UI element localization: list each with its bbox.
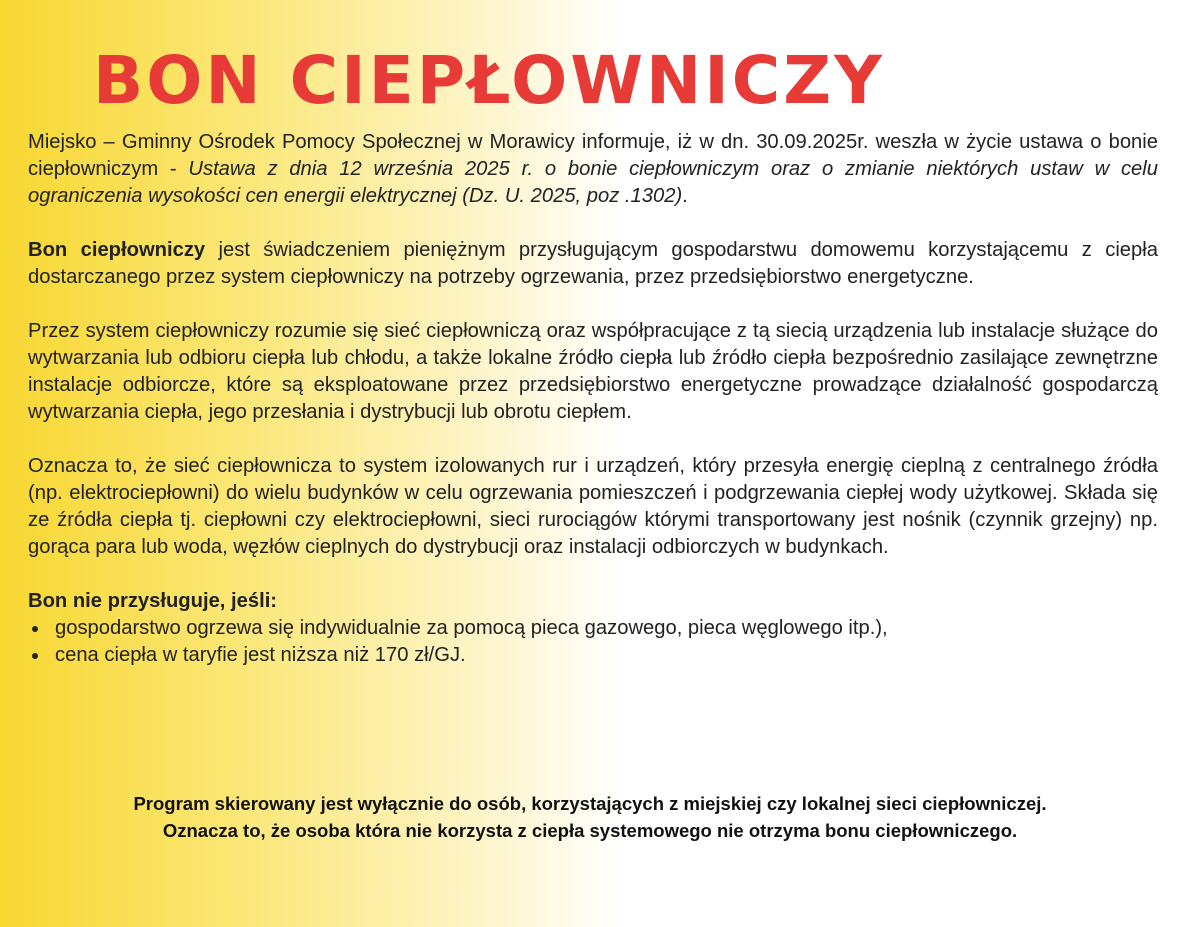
page-title: BON CIEPŁOWNICZY [93,42,885,119]
definition-paragraph [28,237,1158,291]
document-body [28,129,1158,669]
not-eligible-list [28,615,1158,669]
intro-paragraph [28,129,1158,210]
act-reference: Ustawa z dnia 12 września 2025 r. o bonie ciepłowniczym oraz o zmianie niektórych ustaw w celu ograniczenia wysokości cen energii elektrycznej (Dz. U. 2025, poz .1302) [28,158,1158,207]
program-line-1: Program skierowany jest wyłącznie do osób, korzystających z miejskiej czy lokalnej sieci ciepłowniczej. [133,793,1047,814]
list-item: cena ciepła w taryfie jest niższa niż 170 zł/GJ. [28,642,1158,669]
definition-text: jest świadczeniem pieniężnym przysługującym gospodarstwu domowemu korzystającemu z ciepła dostarczanego przez system ciepłowniczy na potrzeby ogrzewania, przez przedsiębiorstwo energetyczne. [28,239,1158,288]
definition-term: Bon ciepłowniczy [28,239,206,261]
not-eligible-heading: Bon nie przysługuje, jeśli: [28,590,278,612]
program-line-2: Oznacza to, że osoba która nie korzysta z ciepła systemowego nie otrzyma bonu ciepłowniczego. [162,820,1018,841]
meaning-paragraph: Oznacza to, że sieć ciepłownicza to system izolowanych rur i urządzeń, który przesyła energię cieplną z centralnego źródła (np. elektrociepłowni) do wielu budynków w celu ogrzewania pomieszczeń i podgrzewania ciepłej wody użytkowej. Składa się ze źródła ciepła tj. ciepłowni czy elektrociepłowni, sieci rurociągów którymi transportowany jest nośnik (czynnik grzejny) np. gorąca para lub woda, węzłów cieplnych do dystrybucji oraz instalacji odbiorczych w budynkach. [28,455,1158,558]
intro-text: Miejsko – Gminny Ośrodek Pomocy Społecznej w Morawicy informuje, iż w dn. 30.09.2025r. weszła w życie ustawa o bonie ciepłowniczym - [28,131,1158,180]
program-notice [0,790,1180,844]
list-item: gospodarstwo ogrzewa się indywidualnie za pomocą pieca gazowego, pieca węglowego itp.), [28,615,1158,642]
system-paragraph: Przez system ciepłowniczy rozumie się sieć ciepłowniczą oraz współpracujące z tą siecią urządzenia lub instalacje służące do wytwarzania lub odbioru ciepła lub chłodu, a także lokalne źródło ciepła lub źródło ciepła bezpośrednio zasilające zewnętrzne instalacje odbiorcze, które są eksploatowane przez przedsiębiorstwo energetyczne prowadzące działalność gospodarczą wytwarzania ciepła, jego przesłania i dystrybucji lub obrotu ciepłem. [28,320,1158,423]
intro-end: . [682,185,688,207]
